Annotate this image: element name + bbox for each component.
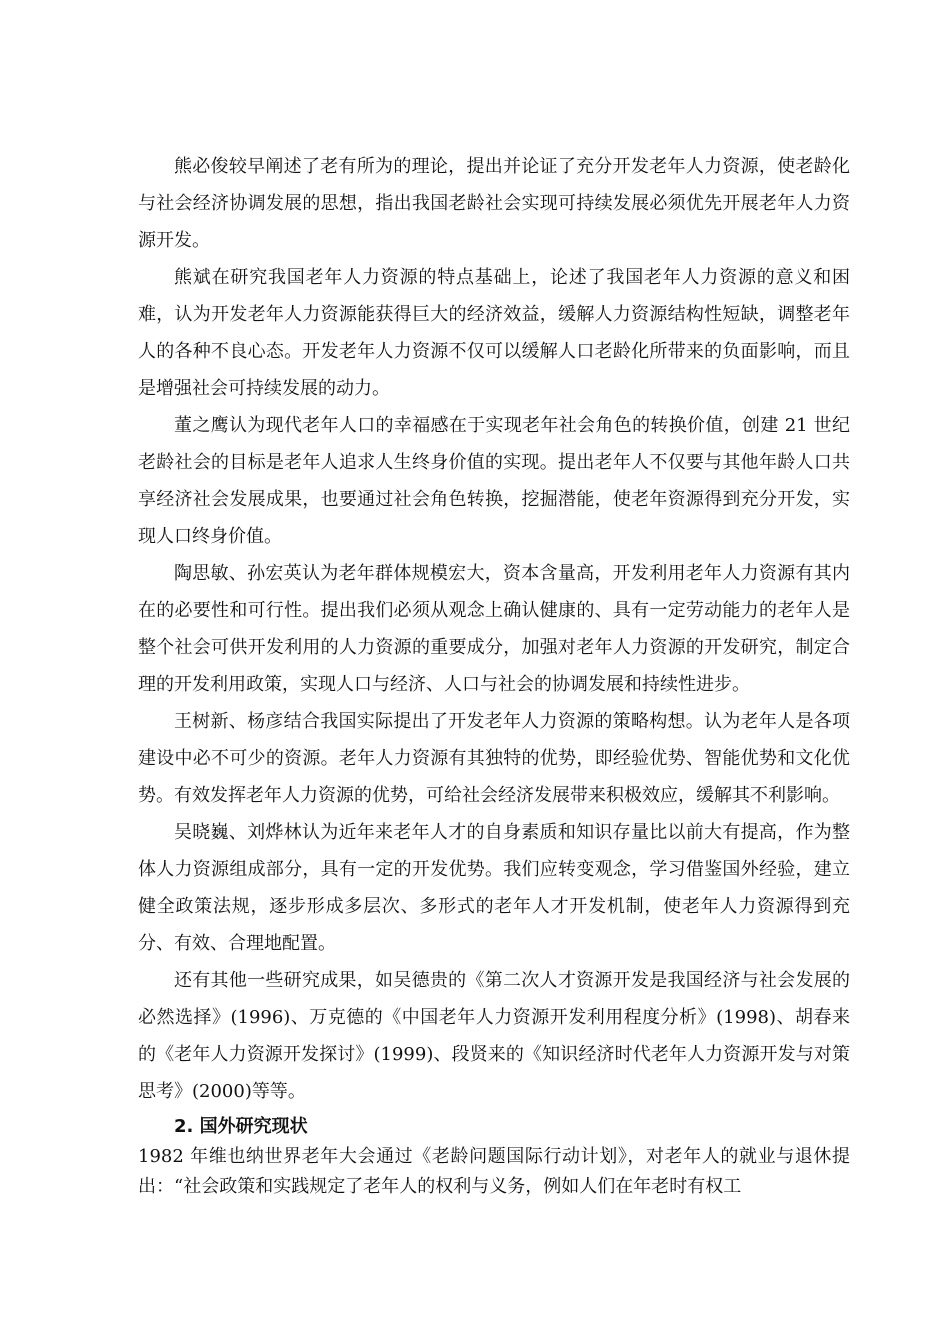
paragraph-vienna-1982: 1982 年维也纳世界老年大会通过《老龄问题国际行动计划》，对老年人的就业与退休提出：“社会政策和实践规定了老年人的权利与义务，例如人们在年老时有权工 [138, 1146, 850, 1197]
section-heading-foreign-research: 2. 国外研究现状 [174, 1116, 308, 1137]
paragraph-wang-shuxin: 王树新、杨彦结合我国实际提出了开发老年人力资源的策略构想。认为老年人是各项建设中必不可少的资源。老年人力资源有其独特的优势，即经验优势、智能优势和文化优势。有效发挥老年人力资源的优势，可给社会经济发展带来积极效应，缓解其不利影响。 [138, 711, 850, 806]
paragraph-tao-simin: 陶思敏、孙宏英认为老年群体规模宏大，资本含量高，开发利用老年人力资源有其内在的必要性和可行性。提出我们必须从观念上确认健康的、具有一定劳动能力的老年人是整个社会可供开发利用的人力资源的重要成分，加强对老年人力资源的开发研究，制定合理的开发利用政策，实现人口与经济、人口与社会的协调发展和持续性进步。 [138, 563, 850, 695]
paragraph-dong-zhiying: 董之鹰认为现代老年人口的幸福感在于实现老年社会角色的转换价值，创建 21 世纪老龄社会的目标是老年人追求人生终身价值的实现。提出老年人不仅要与其他年龄人口共享经济社会发展成果，也要通过社会角色转换，挖掘潜能，使老年资源得到充分开发，实现人口终身价值。 [138, 415, 850, 547]
document-body [138, 148, 850, 1202]
paragraph-xiong-bijun: 熊必俊较早阐述了老有所为的理论，提出并论证了充分开发老年人力资源，使老龄化与社会经济协调发展的思想，指出我国老龄社会实现可持续发展必须优先开展老年人力资源开发。 [138, 156, 850, 251]
paragraph-wu-xiaowei: 吴晓巍、刘烨林认为近年来老年人才的自身素质和知识存量比以前大有提高，作为整体人力资源组成部分，具有一定的开发优势。我们应转变观念，学习借鉴国外经验，建立健全政策法规，逐步形成多层次、多形式的老年人才开发机制，使老年人力资源得到充分、有效、合理地配置。 [138, 822, 850, 954]
paragraph-other-research: 还有其他一些研究成果，如吴德贵的《第二次人才资源开发是我国经济与社会发展的必然选择》(1996)、万克德的《中国老年人力资源开发利用程度分析》(1998)、胡春来的《老年人力资源开发探讨》(1999)、段贤来的《知识经济时代老年人力资源开发与对策思考》(2000)等等。 [138, 970, 850, 1102]
paragraph-xiong-bin: 熊斌在研究我国老年人力资源的特点基础上，论述了我国老年人力资源的意义和困难，认为开发老年人力资源能获得巨大的经济效益，缓解人力资源结构性短缺，调整老年人的各种不良心态。开发老年人力资源不仅可以缓解人口老龄化所带来的负面影响，而且是增强社会可持续发展的动力。 [138, 267, 850, 399]
